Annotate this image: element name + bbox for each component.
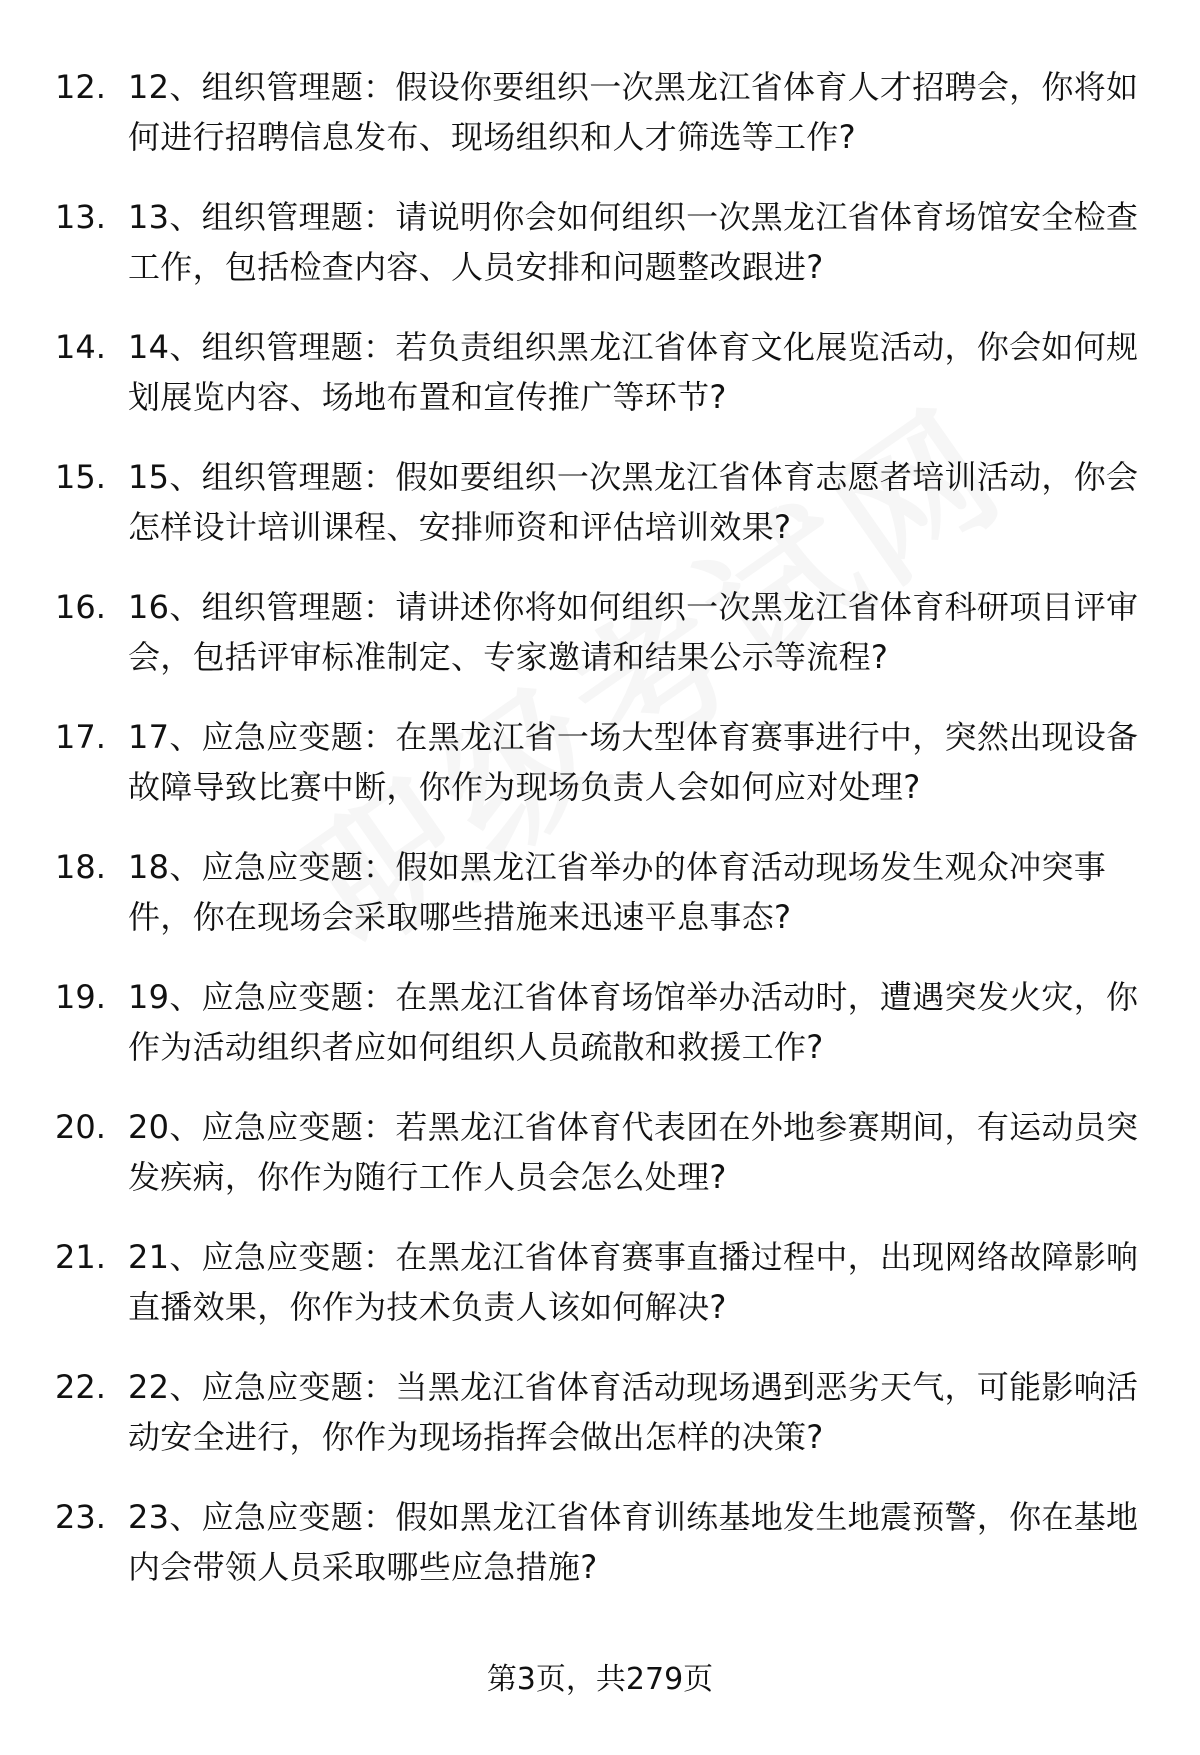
question-number: 14.: [55, 328, 106, 366]
list-item: [0, 972, 1200, 1102]
question-number: 19.: [55, 978, 106, 1016]
question-number: 23.: [55, 1498, 106, 1536]
question-text: 17、应急应变题：在黑龙江省一场大型体育赛事进行中，突然出现设备故障导致比赛中断，你作为现场负责人会如何应对处理?: [128, 718, 1139, 806]
question-text: 21、应急应变题：在黑龙江省体育赛事直播过程中，出现网络故障影响直播效果，你作为技术负责人该如何解决?: [128, 1238, 1139, 1326]
question-number: 20.: [55, 1108, 106, 1146]
question-text: 16、组织管理题：请讲述你将如何组织一次黑龙江省体育科研项目评审会，包括评审标准制定、专家邀请和结果公示等流程?: [128, 588, 1139, 676]
list-item: [0, 452, 1200, 582]
list-item: [0, 1492, 1200, 1622]
page-footer: 第3页，共279页: [486, 1662, 714, 1697]
list-item: [0, 1232, 1200, 1362]
question-text: 12、组织管理题：假设你要组织一次黑龙江省体育人才招聘会，你将如何进行招聘信息发布、现场组织和人才筛选等工作?: [128, 68, 1139, 156]
question-number: 21.: [55, 1238, 106, 1276]
list-item: [0, 62, 1200, 192]
question-text: 14、组织管理题：若负责组织黑龙江省体育文化展览活动，你会如何规划展览内容、场地布置和宣传推广等环节?: [128, 328, 1139, 416]
question-text: 19、应急应变题：在黑龙江省体育场馆举办活动时，遭遇突发火灾，你作为活动组织者应如何组织人员疏散和救援工作?: [128, 978, 1139, 1066]
list-item: [0, 322, 1200, 452]
question-number: 22.: [55, 1368, 106, 1406]
question-number: 17.: [55, 718, 106, 756]
question-text: 15、组织管理题：假如要组织一次黑龙江省体育志愿者培训活动，你会怎样设计培训课程、安排师资和评估培训效果?: [128, 458, 1139, 546]
list-item: [0, 1362, 1200, 1492]
question-text: 23、应急应变题：假如黑龙江省体育训练基地发生地震预警，你在基地内会带领人员采取哪些应急措施?: [128, 1498, 1139, 1586]
question-text: 20、应急应变题：若黑龙江省体育代表团在外地参赛期间，有运动员突发疾病，你作为随行工作人员会怎么处理?: [128, 1108, 1139, 1196]
question-text: 13、组织管理题：请说明你会如何组织一次黑龙江省体育场馆安全检查工作，包括检查内容、人员安排和问题整改跟进?: [128, 198, 1139, 286]
question-number: 15.: [55, 458, 106, 496]
question-text: 18、应急应变题：假如黑龙江省举办的体育活动现场发生观众冲突事件，你在现场会采取哪些措施来迅速平息事态?: [128, 848, 1107, 936]
question-text: 22、应急应变题：当黑龙江省体育活动现场遇到恶劣天气，可能影响活动安全进行，你作为现场指挥会做出怎样的决策?: [128, 1368, 1139, 1456]
question-list: [0, 62, 1200, 1622]
list-item: [0, 582, 1200, 712]
question-number: 16.: [55, 588, 106, 626]
question-number: 13.: [55, 198, 106, 236]
list-item: [0, 1102, 1200, 1232]
question-number: 12.: [55, 68, 106, 106]
list-item: [0, 842, 1200, 972]
list-item: [0, 712, 1200, 842]
list-item: [0, 192, 1200, 322]
question-number: 18.: [55, 848, 106, 886]
